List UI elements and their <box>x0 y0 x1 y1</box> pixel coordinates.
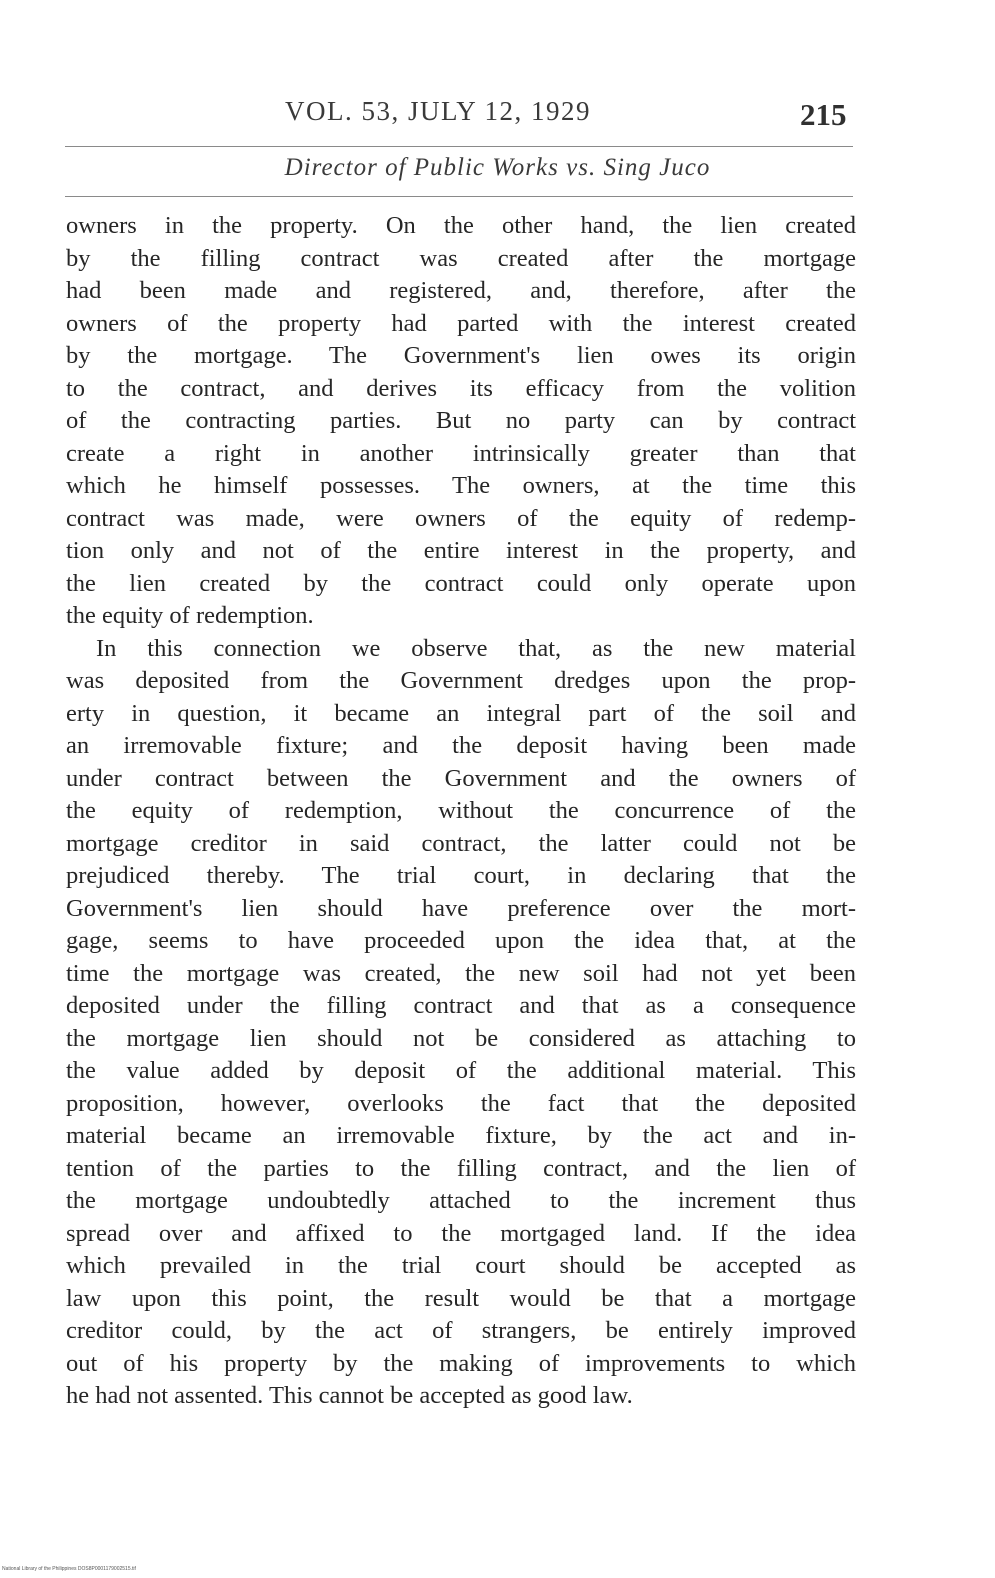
text-line: to the contract, and derives its efficacy from the volition <box>66 374 856 402</box>
text-line: the equity of redemption, without the concurrence of the <box>66 797 856 824</box>
text-line: material became an irremovable fixture, by the act and in- <box>66 1122 856 1149</box>
text-line: In this connection we observe that, as the new material <box>96 634 856 662</box>
text-line: tion only and not of the entire interest in the property, and <box>66 537 856 564</box>
text-line: the equity of redemption. <box>66 602 314 629</box>
text-line: which he himself possesses. The owners, at the time this <box>66 472 856 499</box>
text-line: the value added by deposit of the additional material. This <box>66 1057 856 1084</box>
text-line: tention of the parties to the filling contract, and the lien of <box>66 1154 856 1182</box>
text-line: under contract between the Government and the owners of <box>66 764 856 792</box>
text-line: of the contracting parties. But no party can by contract <box>66 407 856 434</box>
paragraph <box>66 210 856 633</box>
text-line: the mortgage lien should not be considered as attaching to <box>66 1024 856 1052</box>
text-line: time the mortgage was created, the new soil had not yet been <box>66 959 856 987</box>
text-line: creditor could, by the act of strangers, be entirely improved <box>66 1317 856 1344</box>
text-line: the lien created by the contract could only operate upon <box>66 569 856 597</box>
header-rule-bottom <box>65 196 853 197</box>
page-number: 215 <box>800 97 847 132</box>
text-line: deposited under the filling contract and that as a consequence <box>66 992 856 1019</box>
text-line: he had not assented. This cannot be accepted as good law. <box>66 1382 633 1409</box>
text-line: create a right in another intrinsically greater than that <box>66 439 856 467</box>
text-line: an irremovable fixture; and the deposit having been made <box>66 732 856 759</box>
text-line: which prevailed in the trial court should be accepted as <box>66 1252 856 1279</box>
case-title: Director of Public Works vs. Sing Juco <box>284 154 711 181</box>
scan-credit: National Library of the Philippines DOS8P0001179002515.tif <box>2 1566 136 1572</box>
text-line: spread over and affixed to the mortgaged land. If the idea <box>66 1219 856 1247</box>
paragraph <box>66 633 856 1413</box>
text-line: erty in question, it became an integral part of the soil and <box>66 699 856 727</box>
text-line: owners in the property. On the other hand, the lien created <box>66 212 856 239</box>
text-line: mortgage creditor in said contract, the latter could not be <box>66 829 856 857</box>
text-line: gage, seems to have proceeded upon the idea that, at the <box>66 927 856 954</box>
text-line: proposition, however, overlooks the fact that the deposited <box>66 1089 856 1117</box>
text-line: law upon this point, the result would be that a mortgage <box>66 1284 856 1312</box>
text-line: had been made and registered, and, therefore, after the <box>66 277 856 304</box>
text-line: owners of the property had parted with the interest created <box>66 309 856 337</box>
running-header: VOL. 53, JULY 12, 1929 <box>285 96 592 126</box>
body-text <box>66 210 856 1413</box>
text-line: contract was made, were owners of the equity of redemp- <box>66 504 856 532</box>
text-line: out of his property by the making of improvements to which <box>66 1349 856 1377</box>
header-rule-top <box>65 146 853 147</box>
text-line: by the filling contract was created after the mortgage <box>66 244 856 272</box>
text-line: Government's lien should have preference over the mort- <box>66 894 856 922</box>
text-line: the mortgage undoubtedly attached to the increment thus <box>66 1187 856 1214</box>
text-line: prejudiced thereby. The trial court, in declaring that the <box>66 862 856 889</box>
text-line: by the mortgage. The Government's lien owes its origin <box>66 342 856 369</box>
text-line: was deposited from the Government dredges upon the prop- <box>66 667 856 694</box>
